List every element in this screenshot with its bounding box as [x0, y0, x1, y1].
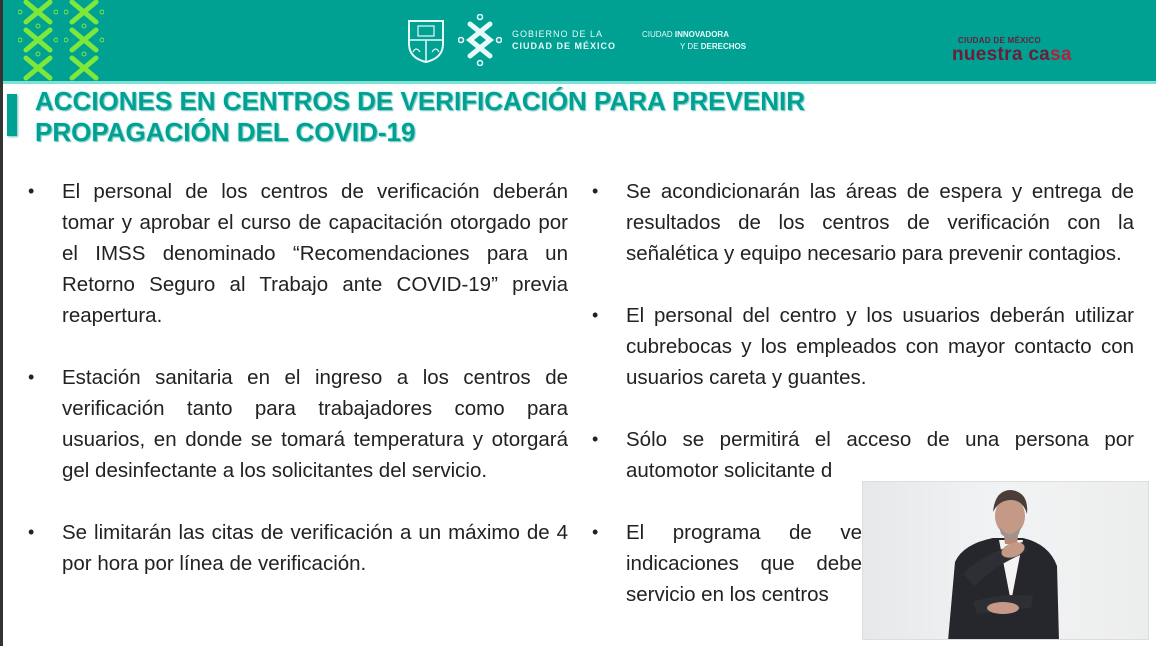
bullet-icon: •	[28, 522, 35, 542]
bullet-item: • Se limitarán las citas de verificación a un máximo de 4 por hora por línea de verificación.	[28, 517, 568, 579]
bullet-icon: •	[28, 367, 35, 387]
knot-pattern-icon	[64, 0, 104, 84]
coat-of-arms-icon	[406, 18, 446, 64]
cdmx-knot-logo-icon	[458, 14, 502, 66]
bullet-icon: •	[592, 181, 599, 201]
title-accent-bar	[7, 94, 17, 136]
slide-title: ACCIONES EN CENTROS DE VERIFICACIÓN PARA PREVENIR PROPAGACIÓN DEL COVID-19	[35, 86, 805, 147]
government-logo-text: GOBIERNO DE LA CIUDAD DE MÉXICO	[512, 29, 617, 51]
bullet-item: • Estación sanitaria en el ingreso a los centros de verificación tanto para trabajadores como para usuarios, en donde se tomará temperatura y otorgará gel desinfectante a los solicitantes del servicio.	[28, 362, 568, 486]
knot-pattern-icon	[18, 0, 58, 84]
bullet-icon: •	[592, 305, 599, 325]
bullet-icon: •	[592, 429, 599, 449]
slogan-text: CIUDAD INNOVADORA Y DE DERECHOS	[642, 30, 747, 51]
bullet-item: • Se acondicionarán las áreas de espera y entrega de resultados de los centros de verificación con la señalética y equipo necesario para prevenir contagios.	[592, 176, 1134, 269]
frame-edge	[0, 0, 3, 646]
header-banner	[0, 0, 1156, 84]
bullet-item: • El personal de los centros de verificación deberán tomar y aprobar el curso de capacitación otorgado por el IMSS denominado “Recomendaciones para un Retorno Seguro al Trabajo ante COVID-19” previa reapertura.	[28, 176, 568, 331]
left-bullet-column	[28, 176, 568, 579]
bullet-icon: •	[28, 181, 35, 201]
interpreter-figure-icon	[863, 482, 1149, 640]
sign-language-interpreter-video	[862, 481, 1149, 640]
bullet-item: • Sólo se permitirá el acceso de una persona por automotor solicitante d	[592, 424, 1134, 486]
bullet-icon: •	[592, 522, 599, 542]
bullet-item: • El personal del centro y los usuarios deberán utilizar cubrebocas y los empleados con mayor contacto con usuarios careta y guantes.	[592, 300, 1134, 393]
nuestra-casa-logo: CIUDAD DE MÉXICO nuestra casa	[952, 36, 1072, 65]
bullet-item: • El programa de ve indicaciones que debe servicio en los centros	[592, 517, 862, 610]
